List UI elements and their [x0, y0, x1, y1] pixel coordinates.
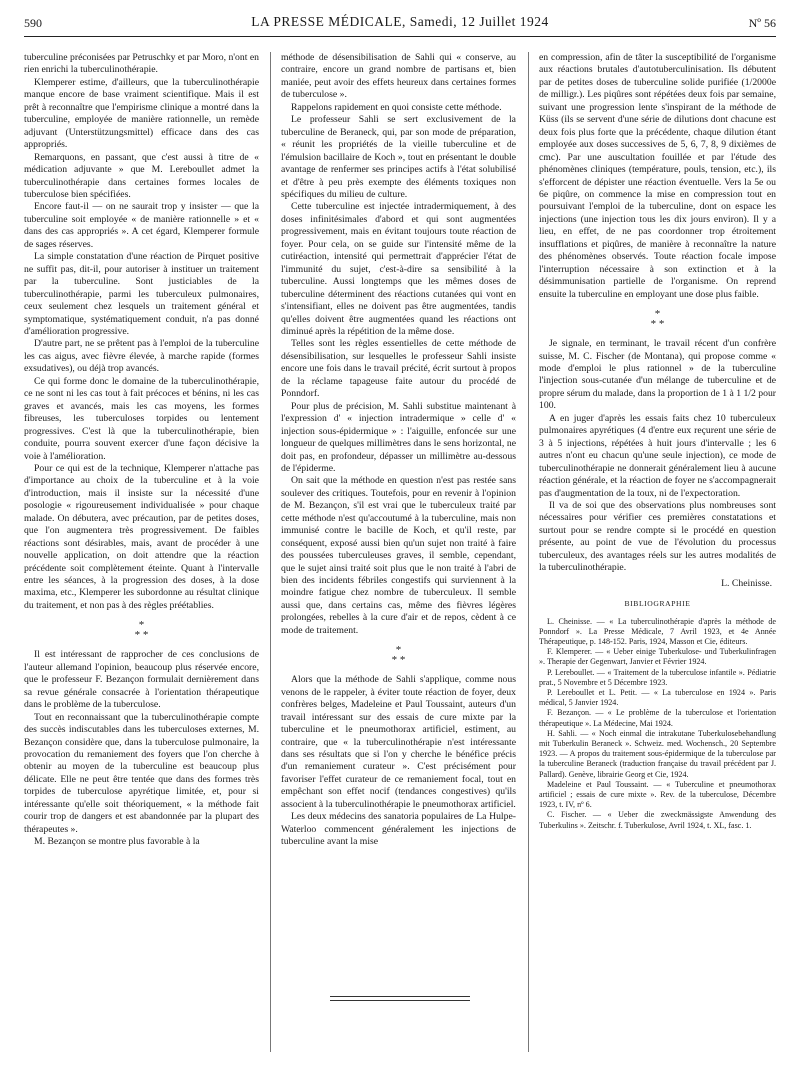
- paragraph: tuberculine préconisées par Petruschky et par Moro, n'ont en rien enrichi la tuberculinothérapie.: [24, 52, 259, 76]
- paragraph: Il va de soi que des observations plus nombreuses sont nécessaires pour vérifier ces premières constatations et surtout pour se rendre compte si le procédé en question présente, au point de vue de l'évolution du processus tuberculeux, des avantages réels sur les autres modalités de la tuberculinothérapie.: [539, 499, 776, 574]
- paragraph: Rappelons rapidement en quoi consiste cette méthode.: [291, 101, 502, 113]
- author-signature: L. Cheinisse.: [721, 577, 772, 589]
- paragraph: D'autre part, ne se prêtent pas à l'emploi de la tuberculine les cas aigus, avec fièvre élevée, à marche rapide (formes exsudatives), ou déjà trop avancés.: [24, 338, 259, 375]
- paragraph: Il est intéressant de rapprocher de ces conclusions de l'auteur allemand l'opinion, beaucoup plus réservée encore, que le professeur F. Bezançon formulait dernièrement dans sa revue générale consacrée à l'orientation thérapeutique dans le problème de la tuberculose.: [24, 649, 259, 711]
- column-divider: [270, 52, 271, 1052]
- paragraph: A en juger d'après les essais faits chez 10 tuberculeux pulmonaires apyrétiques (4 d'entre eux reçurent une série de 3 à 5 injections, répétées à huit jours d'intervalle ; les 6 autres n'ont eu chacun qu'une seule injection), ce mode de tuberculinothérapie ne donnerait généralement lieu à aucune réaction générale, et la réaction de foyer ne s'accompagnerait pas d'augmentation de la toux, ni de l'expectoration.: [539, 412, 776, 499]
- paragraph: On sait que la méthode en question n'est pas restée sans soulever des critiques. Toutefois, pour en revenir à l'opinion de M. Bezançon, s'il est vrai que le tuberculeux traité par cette méthode n'est qu'accoutumé à la tuberculine, mais non immunisé contre le bacille de Koch, et qu'il reste, par conséquent, exposé aussi bien qu'un sujet non traité à faire des poussées tuberculeuses graves, il semble, cependant, que le sujet ainsi traité soit plus que le non traité à l'abri de bien des incidents fébriles congestifs qui surviennent à la moindre fatigue chez nombre de tuberculeux. Il semble aussi que, dans certains cas, même des fièvres légères prolongées, rebelles à la cure d'air et de repos, cèdent à ce mode de traitement.: [281, 475, 516, 636]
- paragraph: Pour plus de précision, M. Sahli substitue maintenant à l'expression d' « injection intradermique » celle d' « injection sous-épidermique » : l'aiguille, enfoncée sur une longueur de quelques millimètres dans le sens horizontal, ne doit pas, en profondeur, dépasser un millimètre au-dessous de l'épiderme.: [281, 400, 516, 474]
- column-1: [24, 52, 259, 1064]
- paragraph: Telles sont les règles essentielles de cette méthode de désensibilisation, sur lesquelles le professeur Sahli insiste encore une fois dans le travail précité, écrit surtout à propos de la réclame tapageuse faite autour du procédé de Ponndorf.: [281, 338, 516, 400]
- bibliography-entry: H. Sahli. — « Noch einmal die intrakutane Tuberkulosebehandlung mit Tuberkulin Beraneck ». Schweiz. med. Wochensch., 20 Septembre 1923. — A propos du traitement sous-épidermique de la tuberculose par la tuberculine Beraneck (traduction française du travail précédent par J. Pallard). Genève, librairie Georg et Cie, 1924.: [539, 728, 776, 779]
- bibliography-entry: Madeleine et Paul Toussaint. — « Tuberculine et pneumothorax artificiel ; essais de cure mixte ». Rev. de la tuberculose, Décembre 1923, t. IV, nº 6.: [539, 779, 776, 810]
- paragraph: en compression, afin de tâter la susceptibilité de l'organisme aux réactions brutales d'autotuberculinisation. Ils débutent par de petites doses de tuberculine solide purifiée (1/2000e de milligr.). Les piqûres sont répétées deux fois par semaine, suivant une progression lente s'inspirant de la méthode de Küss (ils se servent d'une série de dilutions dont chacune est deux fois plus forte que la précédente, chaque dilution étant employée aux doses successives de 5, 6, 7, 8, 9 dixièmes de cmc). Par une auscultation fouillée et par l'étude des phénomènes cliniques (température, pouls, tension, etc.), ils s'efforcent de dépister une réaction éventuelle. Vers la 5e ou 6e piqûre, on commence la mise en compression tout en poursuivant l'emploi de la tuberculine, dont on espace les injections (une injection tous les dix jours environ). Il y a lieu, en effet, de ne pas coordonner trop étroitement insufflations et piqûres, de manière à reconnaître la nature des phénomènes observés. Toute réaction focale impose l'interruption nécessaire à son extinction et à la désimmunisation partielle de l'organisme. On reprend ensuite la tuberculine en employant une dose plus faible.: [539, 52, 776, 300]
- paragraph: Pour ce qui est de la technique, Klemperer n'attache pas d'importance au choix de la tuberculine et à la voie d'introduction, mais il insiste sur la nécessité d'une posologie « rigoureusement individualisée » pour chaque malade. On débutera, avec précaution, par de petites doses, que l'on augmentera très progressivement. De faibles réactions sont désirables, mais, avant de procéder à une nouvelle application, on doit attendre que la réaction précédente soit complètement éteinte. Quant à l'intervalle entre les séances, à la progression des doses, à la dose maxima, etc., Klemperer les subordonne au résultat clinique du traitement, et non pas à des règles préétablies.: [24, 462, 259, 611]
- column-2: [281, 52, 516, 1064]
- paragraph: M. Bezançon se montre plus favorable à la: [34, 836, 200, 848]
- issue-number: Nº 56: [748, 16, 776, 30]
- paragraph: Remarquons, en passant, que c'est aussi à titre de « médication adjuvante » que M. Lereboullet admet la tuberculinothérapie dans certaines formes locales de tuberculose bien spécifiées.: [24, 151, 259, 200]
- paragraph: Tout en reconnaissant que la tuberculinothérapie compte des succès indiscutables dans les tuberculoses externes, M. Bezançon considère que, dans la tuberculose pulmonaire, la provocation du remaniement des foyers que l'on cherche à obtenir au moyen de la tuberculine est beaucoup plus délicate. Elle ne peut être tentée que dans des formes très torpides de tuberculose apyrétique limitée, et, pour si intéressante qu'elle soit théoriquement, « la méthode fait courir trop de dangers et est abandonnée par la plupart des thérapeutes ».: [24, 711, 259, 835]
- section-separator: * * *: [134, 619, 149, 642]
- column-divider: [528, 52, 529, 1052]
- bibliography-entry: C. Fischer. — « Ueber die zweckmässigste Anwendung des Tuberkulins ». Zeitschr. f. Tuberkulose, Avril 1924, t. XL, fasc. 1.: [539, 810, 776, 830]
- paragraph: Le professeur Sahli se sert exclusivement de la tuberculine de Beraneck, qui, par son mode de préparation, « réunit les propriétés de la vieille tuberculine et de l'émulsion bacillaire de Koch », tout en présentant le double avantage de renfermer ses principes actifs à l'état solubilisé et d'être à peu près exempte des éléments toxiques non spécifiques du milieu de culture.: [281, 114, 516, 200]
- paragraph: Les deux médecins des sanatoria populaires de La Hulpe-Waterloo commencent généralement les injections de tuberculine avant la mise: [281, 811, 516, 848]
- paragraph: Encore faut-il — on ne saurait trop y insister — que la tuberculine soit employée « de manière rationnelle » et « dans des cas appropriés ». A cet égard, Klemperer formule de sages réserves.: [24, 201, 259, 250]
- column-3: [539, 52, 776, 1064]
- section-separator: * * *: [391, 644, 406, 667]
- paragraph: Je signale, en terminant, le travail récent d'un confrère suisse, M. C. Fischer (de Montana), qui propose comme « mode d'emploi le plus rationnel » de la tuberculine l'injection sous-cutanée d'un mélange de tuberculine et de propre sérum du malade, dans la proportion de 1 à 1 1/2 pour 100.: [539, 338, 776, 412]
- paragraph: La simple constatation d'une réaction de Pirquet positive ne suffit pas, dit-il, pour autoriser à instituer un traitement par la tuberculine. Sont justiciables de la tuberculinothérapie, parmi les tuberculeux pulmonaires, ceux seulement chez lesquels un traitement général et symptomatique, systématiquement conduit, n'a pas donné d'amélioration progressive.: [24, 251, 259, 337]
- bibliography-entry: F. Bezançon. — « Le problème de la tuberculose et l'orientation thérapeutique ». La Médecine, Mai 1924.: [539, 708, 776, 728]
- section-separator: * * *: [650, 308, 665, 331]
- paragraph: Klemperer estime, d'ailleurs, que la tuberculinothérapie manque encore de base vraiment scientifique. Mais il est prêt à reconnaître que l'empirisme clinique a montré dans la tuberculine, employée de manière rationnelle, un remède adjuvant (Unterstützungsmittel) efficace dans des cas appropriés.: [24, 76, 259, 151]
- bibliography-entry: P. Lereboullet. — « Traitement de la tuberculose infantile ». Pédiatrie prat., 5 Novembre et 5 Décembre 1923.: [539, 667, 776, 687]
- bibliography-entry: F. Klemperer. — « Ueber einige Tuberkulose- und Tuberkulinfragen ». Therapie der Gegenwart, Janvier et Février 1924.: [539, 647, 776, 667]
- journal-title: LA PRESSE MÉDICALE, Samedi, 12 Juillet 1924: [251, 14, 549, 29]
- page-header: [24, 14, 776, 37]
- bibliography-entry: P. Lereboullet et L. Petit. — « La tuberculose en 1924 ». Paris médical, 5 Janvier 1924.: [539, 688, 776, 708]
- end-rule: [330, 996, 470, 997]
- paragraph: Cette tuberculine est injectée intradermiquement, à des doses infinitésimales d'abord et qui sont augmentées progressivement, mais en évitant toujours toute réaction de foyer. Pour cela, on se guide sur l'intensité même de la cutiréaction, intensité qui permettrait d'apprécier l'état de l'immunité du sujet, c'est-à-dire sa sensibilité à la tuberculine. Aussi longtemps que les mêmes doses de tuberculine déterminent des réactions cutanées qui vont en s'intensifiant, elles ne doivent pas être augmentées, tandis qu'elles doivent être augmentées quand les réactions ont diminué après la répétition de la même dose.: [281, 201, 516, 337]
- page-number: 590: [24, 16, 42, 30]
- paragraph: méthode de désensibilisation de Sahli qui « conserve, au contraire, encore un grand nombre de partisans et, bien maniée, peut avoir des effets heureux dans certaines formes de tuberculose ».: [281, 52, 516, 101]
- paragraph: Ce qui forme donc le domaine de la tuberculinothérapie, ce ne sont ni les cas tout à fait précoces et bénins, ni les cas graves et avancés, mais les cas moyens, les formes fibreuses, les tuberculoses torpides ou lentement progressives. C'est là que la tuberculinothérapie, bien conduite, pourra souvent exercer d'une façon décisive la voie à l'amélioration.: [24, 375, 259, 462]
- paragraph: Alors que la méthode de Sahli s'applique, comme nous venons de le rappeler, à éviter toute réaction de foyer, deux confrères belges, Madeleine et Paul Toussaint, auteurs d'un travail intéressant sur des essais de cure mixte par la tuberculine et le pneumothorax artificiel, estiment, au contraire, que « la tuberculinothérapie n'est intéressante dans ses résultats que si l'on y cherche le bénéfice précis d'un remaniement curateur ». C'est précisément pour favoriser l'effet curateur de ce remaniement focal, tout en empêchant son effet nocif (tendances congestives) qu'ils associent à la tuberculinothérapie le pneumothorax artificiel.: [281, 674, 516, 810]
- bibliography-heading: BIBLIOGRAPHIE: [624, 599, 691, 609]
- end-rule: [330, 1000, 470, 1001]
- bibliography: [539, 617, 776, 831]
- bibliography-entry: L. Cheinisse. — « La tuberculinothérapie d'après la méthode de Ponndorf ». La Presse Médicale, 7 Avril 1923, et 4e Année Thérapeutique, p. 148-152. Paris, 1924, Masson et Cie, éditeurs.: [539, 616, 776, 646]
